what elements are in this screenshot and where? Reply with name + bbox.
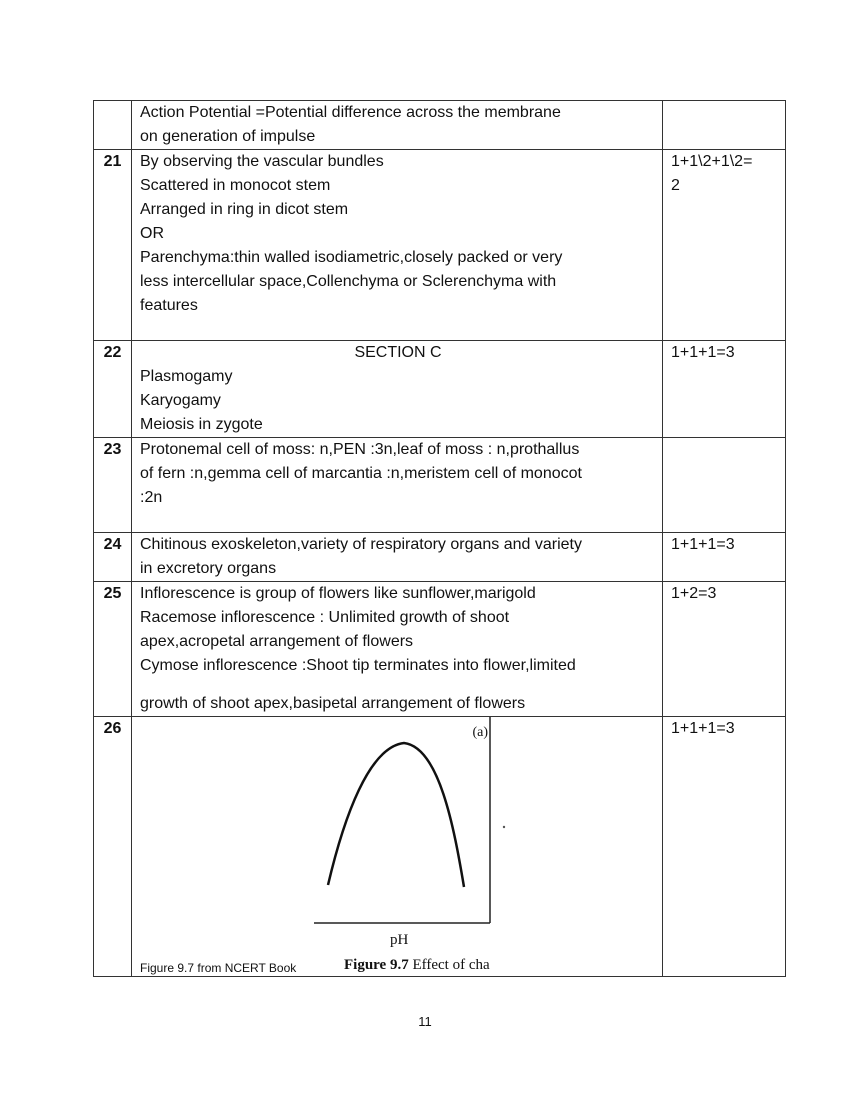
answer-line: less intercellular space,Collenchyma or Sclerenchyma with [140, 273, 557, 290]
figure-caption-rest: Effect of cha [408, 957, 490, 973]
answer-figure-cell [132, 717, 663, 977]
marks-cell: 1+1+1=3 [663, 533, 786, 582]
question-number: 26 [94, 717, 132, 977]
answer-line: Action Potential =Potential difference across the membrane [140, 104, 561, 121]
answer-line: Racemose inflorescence : Unlimited growth of shoot [140, 609, 510, 626]
table-row [94, 341, 786, 438]
x-axis-label: pH [390, 932, 409, 948]
answer-line: Plasmogamy [140, 368, 233, 385]
figure-panel-label: (a) [472, 725, 488, 740]
marks-cell [663, 438, 786, 533]
ph-curve-graph [314, 717, 522, 975]
answer-text [132, 101, 663, 150]
question-number: 23 [94, 438, 132, 533]
answer-line: Protonemal cell of moss: n,PEN :3n,leaf of moss : n,prothallus [140, 441, 580, 458]
marks-cell: 1+1+1=3 [663, 341, 786, 438]
answer-line: :2n [140, 489, 163, 506]
figure-caption-bold: Figure 9.7 [344, 957, 409, 973]
answer-key-table [93, 100, 786, 977]
table-row [94, 438, 786, 533]
figure-caption [344, 953, 522, 977]
table-row [94, 533, 786, 582]
page-number: 11 [418, 1014, 432, 1029]
table-row [94, 101, 786, 150]
answer-line: apex,acropetal arrangement of flowers [140, 633, 414, 650]
question-number [94, 101, 132, 150]
marks-cell [663, 101, 786, 150]
marks-cell: 1+1\2+1\2= 2 [663, 150, 786, 341]
figure-note: Figure 9.7 from NCERT Book [140, 961, 297, 975]
enzyme-ph-figure [314, 717, 522, 975]
section-title: SECTION C [354, 344, 442, 361]
answer-line: on generation of impulse [140, 128, 316, 145]
answer-text [132, 582, 663, 717]
answer-text [132, 341, 663, 438]
table-row [94, 717, 786, 977]
answer-line: growth of shoot apex,basipetal arrangement of flowers [140, 695, 526, 712]
answer-line: Inflorescence is group of flowers like sunflower,marigold [140, 585, 536, 602]
answer-line: OR [140, 225, 164, 242]
question-number: 24 [94, 533, 132, 582]
answer-line: Scattered in monocot stem [140, 177, 331, 194]
answer-line: Karyogamy [140, 392, 221, 409]
answer-line: By observing the vascular bundles [140, 153, 384, 170]
marks-cell: 1+1+1=3 [663, 717, 786, 977]
speck-mark [503, 826, 505, 828]
answer-line: features [140, 297, 198, 314]
marks-cell: 1+2=3 [663, 582, 786, 717]
question-number: 22 [94, 341, 132, 438]
answer-text [132, 150, 663, 341]
question-number: 21 [94, 150, 132, 341]
table-row [94, 150, 786, 341]
answer-line: Meiosis in zygote [140, 416, 263, 433]
answer-line: Chitinous exoskeleton,variety of respiratory organs and variety [140, 536, 582, 553]
answer-line: Cymose inflorescence :Shoot tip terminates into flower,limited [140, 657, 576, 674]
answer-text [132, 533, 663, 582]
answer-line: of fern :n,gemma cell of marcantia :n,meristem cell of monocot [140, 465, 582, 482]
question-number: 25 [94, 582, 132, 717]
answer-line: Arranged in ring in dicot stem [140, 201, 349, 218]
figure-container [140, 717, 656, 975]
answer-line: Parenchyma:thin walled isodiametric,closely packed or very [140, 249, 563, 266]
answer-text [132, 438, 663, 533]
answer-line: in excretory organs [140, 560, 277, 577]
table-row [94, 582, 786, 717]
